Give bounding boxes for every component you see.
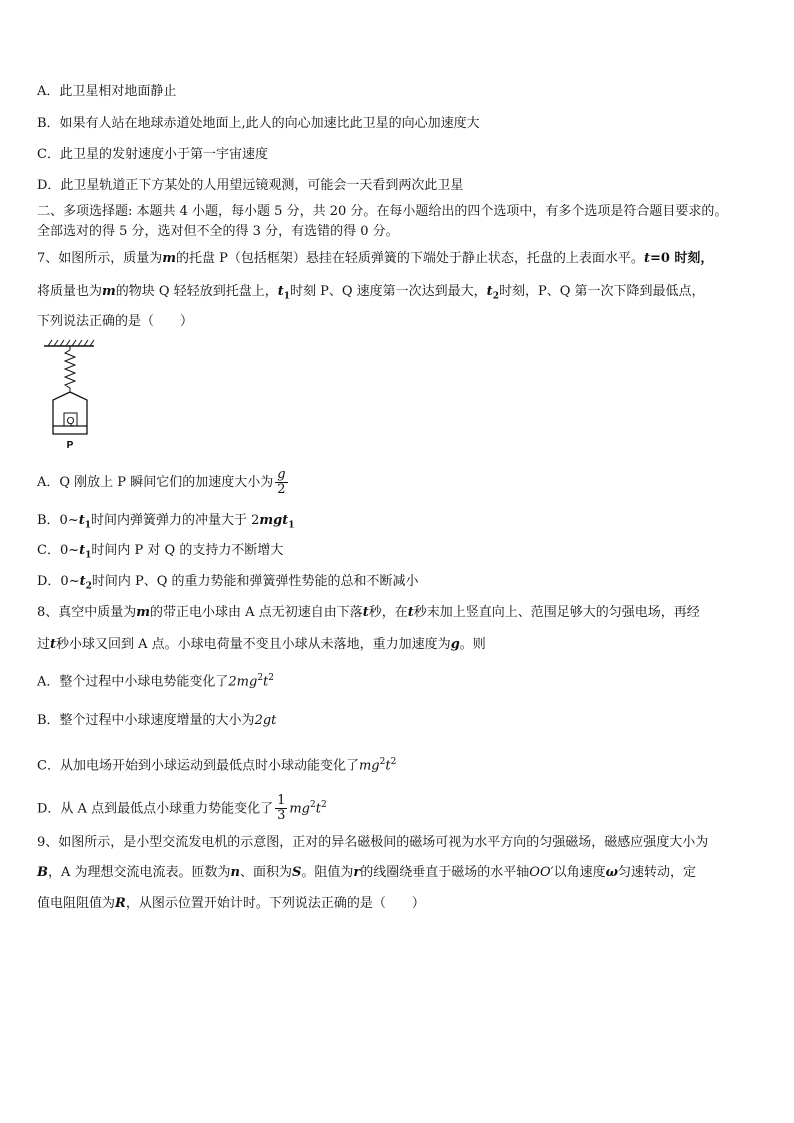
q6-option-a: A．此卫星相对地面静止 xyxy=(37,84,177,99)
q8-option-a: A．整个过程中小球电势能变化了$2mg^2t^2$ xyxy=(37,673,275,690)
q8-stem-line1: 8、真空中质量为m的带正电小球由 A 点无初速自由下落t秒，在t秒末加上竖直向上、范围足够大的匀强电场，再经 xyxy=(37,605,700,620)
q6-option-c: C．此卫星的发射速度小于第一宇宙速度 xyxy=(37,147,268,162)
q9-stem-line3: 值电阻阻值为R，从图示位置开始计时。下列说法正确的是（ ） xyxy=(37,896,425,911)
q7-option-d: D．$0\sim t_2$时间内 P、Q 的重力势能和弹簧弹性势能的总和不断减小 xyxy=(37,574,419,592)
q8-option-c: C．从加电场开始到小球运动到最低点时小球动能变化了$mg^2t^2$ xyxy=(37,757,397,774)
q7-option-a: A．Q 刚放上 P 瞬间它们的加速度大小为 $\frac{g}{2}$ xyxy=(37,467,286,497)
q7-option-c: C．$0\sim t_1$时间内 P 对 Q 的支持力不断增大 xyxy=(37,543,284,561)
q8-option-b: B．整个过程中小球速度增量的大小为2gt xyxy=(37,713,277,728)
block-q-label: Q xyxy=(66,416,75,427)
q6-option-b: B．如果有人站在地球赤道处地面上,此人的向心加速比此卫星的向心加速度大 xyxy=(37,116,480,131)
q8-option-d: D．从 A 点到最低点小球重力势能变化了 $\frac{1}{3}$ $mg^2t^2$ xyxy=(37,793,327,824)
q9-stem-line1: 9、如图所示，是小型交流发电机的示意图，正对的异名磁极间的磁场可视为水平方向的匀强磁场，磁感应强度大小为 xyxy=(37,835,709,850)
q7-stem-line3: 下列说法正确的是（ ） xyxy=(37,314,194,329)
section2-heading-line2: 全部选对的得 5 分，选对但不全的得 3 分，有选错的得 0 分。 xyxy=(37,224,399,239)
q7-option-b: B．$0\sim t_1$时间内弹簧弹力的冲量大于 2mgt$_1$ xyxy=(37,513,295,531)
q8-stem-line2: 过t秒小球又回到 A 点。小球电荷量不变且小球从未落地，重力加速度为g。则 xyxy=(37,637,486,652)
fraction-one-third: $\frac{1}{3}$ xyxy=(277,793,286,824)
fraction-g-over-2: $\frac{g}{2}$ xyxy=(277,467,286,497)
q9-stem-line2: B，A 为理想交流电流表。匝数为n、面积为S。阻值为r的线圈绕垂直于磁场的水平轴OO′以角速度ω匀速转动，定 xyxy=(37,865,696,880)
q6-option-d: D．此卫星轨道正下方某处的人用望远镜观测，可能会一天看到两次此卫星 xyxy=(37,178,464,193)
tray-p-label: P xyxy=(66,440,74,450)
q7-stem-line2: 将质量也为m的物块 Q 轻轻放到托盘上，$t_1$时刻 P、Q 速度第一次达到最大，$t_2$时刻，P、Q 第一次下降到最低点， xyxy=(37,284,705,302)
section2-heading-line1: 二、多项选择题: 本题共 4 小题，每小题 5 分，共 20 分。在每小题给出的四个选项中，有多个选项是符合题目要求的。 xyxy=(37,204,728,219)
spring-tray-figure xyxy=(40,338,100,450)
q7-stem-line1: 7、如图所示，质量为m的托盘 P（包括框架）悬挂在轻质弹簧的下端处于静止状态，托盘的上表面水平。t=0 时刻， xyxy=(37,251,714,266)
